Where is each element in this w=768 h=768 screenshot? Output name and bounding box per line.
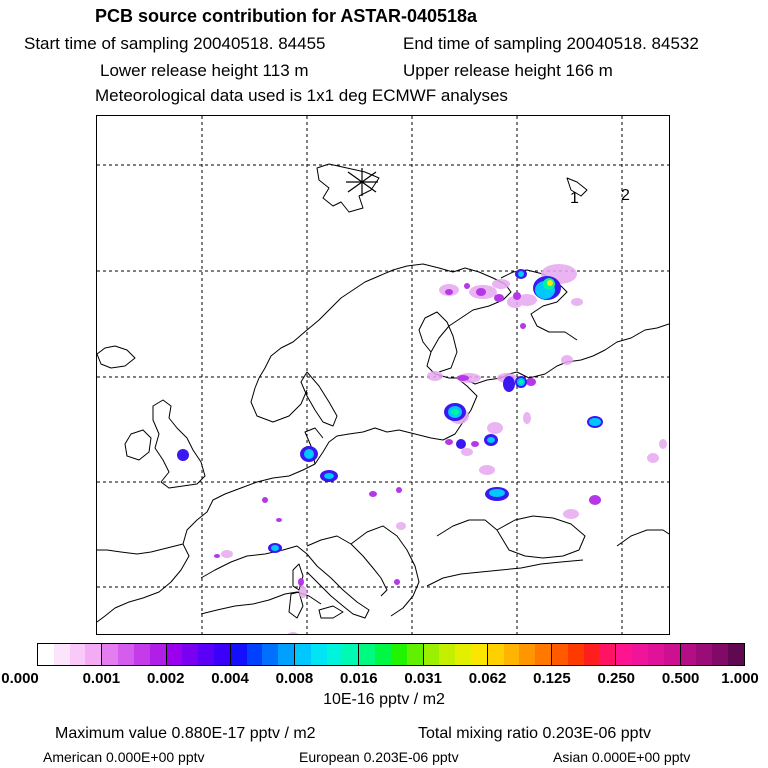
colorbar-tick-label: 0.016 [340,670,378,687]
colorbar-cell [728,644,744,665]
asian-contribution-label: Asian 0.000E+00 pptv [553,749,691,765]
european-contribution-label: European 0.203E-06 pptv [299,749,459,765]
colorbar-cell [568,644,584,665]
colorbar-tick-label: 0.031 [404,670,442,687]
colorbar-cell [278,644,295,665]
colorbar-tick-label: 0.002 [146,670,185,687]
colorbar-tick-label: 0.008 [275,670,314,687]
station-label-1: 1 [570,190,579,207]
colorbar-tick-label: 0.125 [533,670,571,687]
colorbar-tick-label: 0.062 [468,670,507,687]
total-mixing-ratio-label: Total mixing ratio 0.203E-06 pptv [418,725,652,742]
colorbar-cell [488,644,504,665]
station-label-2: 2 [621,187,630,204]
colorbar-cell [327,644,343,665]
colorbar-cell [198,644,214,665]
colorbar-cell [439,644,455,665]
colorbar-cell [616,644,632,665]
colorbar-cell [424,644,440,665]
colorbar-cell [648,644,664,665]
colorbar-cell [70,644,86,665]
end-time-label: End time of sampling 20040518. 84532 [403,34,699,53]
colorbar-cell [375,644,391,665]
colorbar-cell [182,644,198,665]
colorbar-cell [455,644,471,665]
colorbar-cell [342,644,359,665]
colorbar-cell [38,644,54,665]
meteorological-data-label: Meteorological data used is 1x1 deg ECMWF analyses [95,86,508,105]
colorbar-cell [167,644,183,665]
map-panel [96,115,670,635]
colorbar-cell [295,644,311,665]
colorbar [37,643,745,666]
station-asterisk-icon [346,168,378,196]
colorbar-tick-label: 0.500 [661,670,700,687]
colorbar-cell [552,644,568,665]
colorbar-cell [391,644,407,665]
lower-release-height-label: Lower release height 113 m [100,61,309,80]
colorbar-tick-label: 1.000 [721,670,759,687]
colorbar-cell [262,644,278,665]
map-title: PCB source contribution for ASTAR-040518a [95,6,478,26]
colorbar-cell [311,644,327,665]
colorbar-tick-label: 0.250 [597,670,636,687]
colorbar-cell [471,644,488,665]
colorbar-cell [118,644,134,665]
colorbar-cell [664,644,681,665]
colorbar-cell [519,644,535,665]
american-contribution-label: American 0.000E+00 pptv [43,749,205,765]
start-time-label: Start time of sampling 20040518. 84455 [24,34,326,53]
colorbar-cell [54,644,70,665]
colorbar-cell [214,644,231,665]
concentration-field [177,264,667,634]
colorbar-cell [696,644,712,665]
upper-release-height-label: Upper release height 166 m [403,61,613,80]
colorbar-tick-label: 0.004 [211,670,249,687]
colorbar-cell [134,644,150,665]
colorbar-cell [247,644,263,665]
maximum-value-label: Maximum value 0.880E-17 pptv / m2 [55,725,316,742]
colorbar-tick-label: 0.001 [82,670,121,687]
colorbar-cell [102,644,118,665]
coastlines [97,164,669,622]
map-canvas [97,116,669,634]
colorbar-cell [535,644,552,665]
colorbar-unit: 10E-16 pptv / m2 [323,691,445,708]
colorbar-cell [407,644,424,665]
colorbar-cell [599,644,616,665]
colorbar-cell [359,644,375,665]
colorbar-cell [712,644,728,665]
colorbar-tick-label: 0.000 [1,670,39,687]
colorbar-cell [231,644,247,665]
colorbar-cell [504,644,520,665]
colorbar-cell [85,644,102,665]
colorbar-cell [150,644,167,665]
colorbar-cell [584,644,600,665]
colorbar-cell [681,644,697,665]
colorbar-cell [632,644,648,665]
